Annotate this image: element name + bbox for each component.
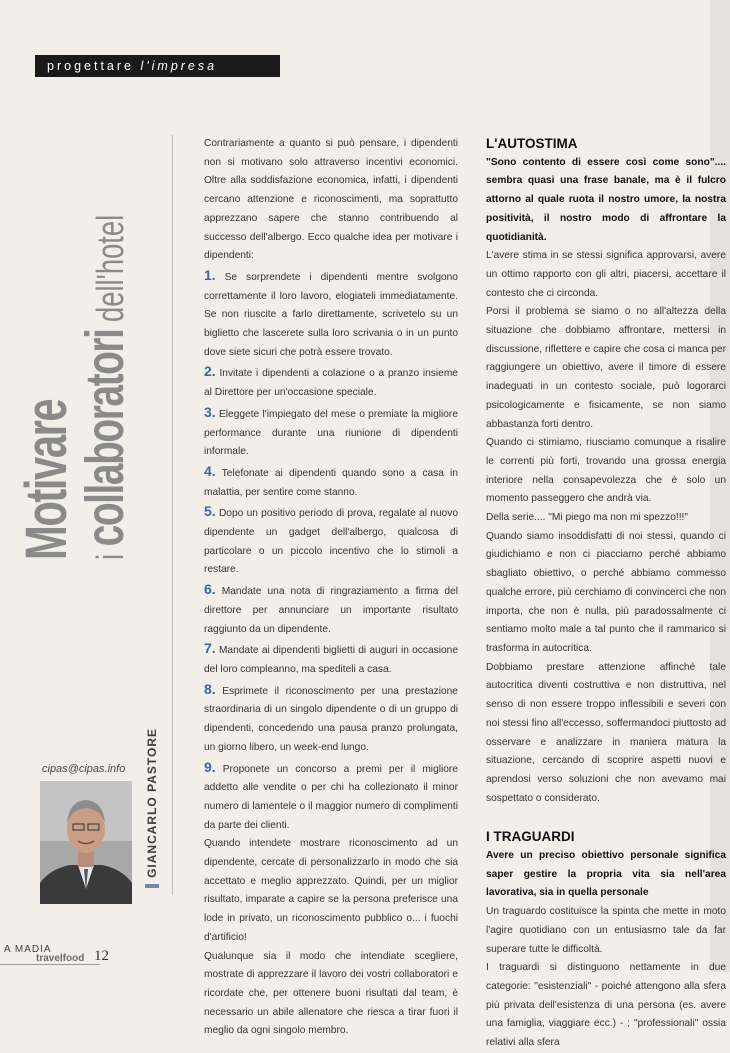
heading-traguardi: I TRAGUARDI (486, 829, 575, 845)
footer-rule (0, 964, 100, 965)
lead-paragraph: Avere un preciso obiettivo personale significa saper gestire la propria vita sia nell'area lavorativa, sia in quella personale (486, 850, 726, 899)
page-number: 12 (94, 948, 109, 964)
magazine-logo: A MADIA (4, 944, 52, 955)
author-email[interactable]: cipas@cipas.info (42, 763, 126, 775)
author-name: GIANCARLO PASTORE (145, 728, 159, 878)
list-item: 9. Proponete un concorso a premi per il migliore addetto alle vendite o per chi ha collezionato il minor numero di lamentele o il maggior numero di complimenti da parte dei clienti. (204, 758, 458, 831)
list-item: 6. Mandate una nota di ringraziamento a firma del direttore per annunciare un importante risultato raggiunto da un dipendente. (204, 581, 458, 635)
section-prefix: progettare (47, 59, 141, 73)
title-line2: i collaboratori dell'hotel (75, 214, 135, 560)
list-item: 5. Dopo un positivo periodo di prova, regalate al nuovo dipendente un gadget dell'albergo, qualcosa di particolare o un piccolo incentivo che lo stimoli a restare. (204, 503, 458, 576)
list-item: 8. Esprimete il riconoscimento per una prestazione straordinaria di un singolo dipendente o di un gruppo di dipendenti, concedendo una pausa pranzo prolungata, un giorno libero, un week-end lungo. (204, 680, 458, 753)
body-paragraph: Qualunque sia il modo che intendiate scegliere, mostrate di apprezzare il lavoro dei vostri collaboratori e ricordate che, per ottenere buoni risultati dal team, è necessario un abile allenatore che riesca a tirar fuori il meglio da ogni singolo membro. (204, 950, 458, 1037)
body-paragraph: Della serie.... "Mi piego ma non mi spezzo!!!" (486, 512, 689, 524)
lead-paragraph: "Sono contento di essere così come sono".... sembra quasi una frase banale, ma è il fulcro attorno al quale ruota il nostro umore, la nostra positività, il nostro modo di affrontare la quotidianità. (486, 156, 726, 243)
magazine-sublogo: travelfood (36, 953, 85, 964)
column-left (204, 135, 458, 1041)
heading-autostima: L'AUTOSTIMA (486, 136, 578, 151)
title-line1: Motivare (14, 399, 79, 560)
body-paragraph: Dobbiamo prestare attenzione affinché tale autocritica diventi costruttiva e non distruttiva, nel senso di non essere troppo inflessibili e severi con noi stessi fino all'eccesso, soffermandoci piuttosto ad osservare e analizzare in maniera matura la situazione, cercando di scoprire aspetti nuovi e aprendosi verso soluzioni che non avevamo mai sospettato o considerato. (486, 661, 726, 804)
author-byline (143, 728, 161, 888)
body-paragraph: L'avere stima in se stessi significa approvarsi, avere un ottimo rapporto con gli altri, piacersi, accettare il contesto che ci circonda. (486, 250, 726, 299)
section-header (35, 55, 280, 77)
column-right (486, 135, 726, 1053)
body-paragraph: I traguardi si distinguono nettamente in due categorie: "esistenziali" - poiché attengono alla sfera più privata dell'esistenza di una persona (es. avere una famiglia, viaggiare ecc.) - ; "professionali" ossia relativi alla sfera (486, 962, 726, 1049)
list-item: 2. Invitate i dipendenti a colazione o a pranzo insieme al Direttore per un'occasione speciale. (204, 363, 458, 399)
column-divider (172, 135, 173, 895)
list-item: 7. Mandate ai dipendenti biglietti di auguri in occasione del loro compleanno, ma spediteli a casa. (204, 640, 458, 675)
section-emph: l'impresa (140, 59, 218, 73)
intro-paragraph: Contrariamente a quanto si può pensare, i dipendenti non si motivano solo attraverso incentivi economici. Oltre alla soddisfazione economica, infatti, i dipendenti cercano attenzione e riconoscimenti, ma soprattutto apprezzano sapere che stanno contribuendo al successo dell'albergo. Ecco qualche idea per motivare i dipendenti: (204, 138, 458, 262)
body-paragraph: Quando siamo insoddisfatti di noi stessi, quando ci giudichiamo e non ci piacciamo perché abbiamo sbagliato obiettivo, o perché abbiamo commesso qualche errore, più cerchiamo di convincerci che non importa, che non è nulla, più paradossalmente ci sentiamo molto male a tal punto che il rammarico si trasforma in autocritica. (486, 530, 726, 654)
body-paragraph: Quando intendete mostrare riconoscimento ad un dipendente, cercate di personalizzarlo in modo che sia accettato e meglio apprezzato. Quindi, per un miglior risultato, imparate a capire se la persona preferisce una lode in privato, un riconoscimento pubblico o... i fuochi d'artificio! (204, 838, 458, 943)
author-photo (40, 781, 132, 904)
byline-square-icon (145, 884, 159, 888)
list-item: 4. Telefonate ai dipendenti quando sono a casa in malattia, per sentire come stanno. (204, 462, 458, 498)
list-item: 3. Eleggete l'impiegato del mese o premiate la migliore performance durante una riunione di dipendenti informale. (204, 403, 458, 458)
article-title (14, 130, 138, 570)
list-item: 1. Se sorprendete i dipendenti mentre svolgono correttamente il loro lavoro, elogiateli immediatamente. Se non riuscite a farlo direttamente, scrivetelo su un biglietto che lascerete sulla loro scrivania o in un punto dove siete sicuri che potrà essere trovato. (204, 266, 458, 358)
body-paragraph: Un traguardo costituisce la spinta che mette in moto l'agire quotidiano con un entusiasmo tale da far superare tutte le difficoltà. (486, 906, 726, 955)
body-paragraph: Porsi il problema se siamo o no all'altezza della situazione che dobbiamo affrontare, mettersi in discussione, riflettere e capire che cosa ci manca per raggiungere un obiettivo, avere il timore di essere inadeguati in un contesto sociale, può logorarci psicologicamente e fisicamente, se non siamo abbastanza forti dentro. (486, 306, 726, 430)
body-paragraph: Quando ci stimiamo, riusciamo comunque a risalire le correnti più forti, trovando una grossa energia interiore nella consapevolezza che è solo un momento passeggero che andrà via. (486, 437, 726, 505)
